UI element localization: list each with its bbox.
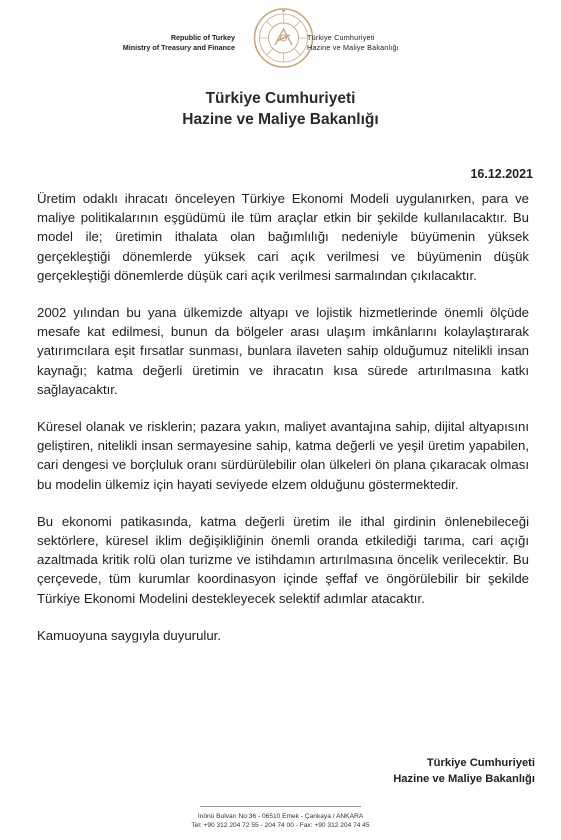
footer-address: İnönü Bulvarı No:36 - 06510 Emek - Çankaya / ANKARA — [197, 813, 364, 820]
letterhead-english — [123, 33, 235, 53]
letterhead — [0, 0, 561, 80]
paragraph-3: Küresel olanak ve risklerin; pazara yakın, maliyet avantajına sahip, dijital altyapısını geliştiren, nitelikli insan sermayesine sahip, katma değerli ve yeşil üretim yapabilen, cari dengesi ve borçluluk oranı sürdürülebilir olan ülkeleri ön plana çıkaracak olması bu modelin ülkemiz için hayati seviyede elzem olduğunu göstermektedir. — [37, 419, 529, 492]
letterhead-turkish-line2: Hazine ve Maliye Bakanlığı — [307, 43, 399, 52]
document-date: 16.12.2021 — [470, 167, 533, 181]
letterhead-english-line1: Republic of Turkey — [170, 33, 235, 42]
document-body — [37, 189, 529, 663]
title-line1: Türkiye Cumhuriyeti — [205, 90, 356, 107]
title-line2: Hazine ve Maliye Bakanlığı — [182, 111, 379, 128]
signature-line1: Türkiye Cumhuriyeti — [426, 757, 535, 769]
footer-divider — [200, 806, 361, 807]
letterhead-english-line2: Ministry of Treasury and Finance — [122, 43, 235, 52]
letterhead-turkish — [307, 33, 399, 53]
paragraph-1: Üretim odaklı ihracatı önceleyen Türkiye Ekonomi Modeli uygulanırken, para ve maliye politikalarının eşgüdümü ile tüm araçlar etkin bir şekilde kullanılacaktır. Bu model ile; üretimin ithalata olan bağımlılığı nedeniyle büyümenin yüksek gerçekleştiği dönemlerde yüksek cari açık verilmesi ve büyümenin düşük gerçekleştiği dönemlerde düşük cari açık verilmesi sarmalından çıkılacaktır. — [37, 191, 529, 283]
signature-line2: Hazine ve Maliye Bakanlığı — [393, 773, 535, 785]
paragraph-2: 2002 yılından bu yana ülkemizde altyapı ve lojistik hizmetlerinde önemli ölçüde mesafe kat edilmesi, bunun da bölgeler arası ulaşım imkânlarını kolaylaştırarak yatırımcılara eşit fırsatlar sunması, bunlara ilaveten sahip olduğumuz nitelikli insan kaynağı; katma değerli üretimin ve ihracatın kısa sürede artırılmasına katkı sağlayacaktır. — [37, 305, 529, 397]
paragraph-4: Bu ekonomi patikasında, katma değerli üretim ile ithal girdinin önlenebileceği sektörlere, küresel iklim değişikliğinin önemli oranda etkilediği tarıma, cari açığı azaltmada kritik rolü olan turizme ve istihdamın artırılmasına öncelik verilecektir. Bu çerçevede, tüm kurumlar koordinasyon içinde şeffaf ve öngörülebilir bir şekilde Türkiye Ekonomi Modelini destekleyecek selektif adımlar atacaktır. — [37, 513, 529, 606]
ministry-emblem-icon — [253, 5, 314, 70]
signature-block — [393, 755, 535, 787]
document-title — [0, 88, 561, 130]
closing-line: Kamuoyuna saygıyla duyurulur. — [37, 627, 221, 643]
footer-contact: Tel: +90 312 204 72 55 - 204 74 00 - Fax: +90 312 204 74 45 — [191, 822, 370, 829]
letterhead-turkish-line1: Türkiye Cumhuriyeti — [307, 33, 375, 42]
footer — [0, 812, 561, 830]
